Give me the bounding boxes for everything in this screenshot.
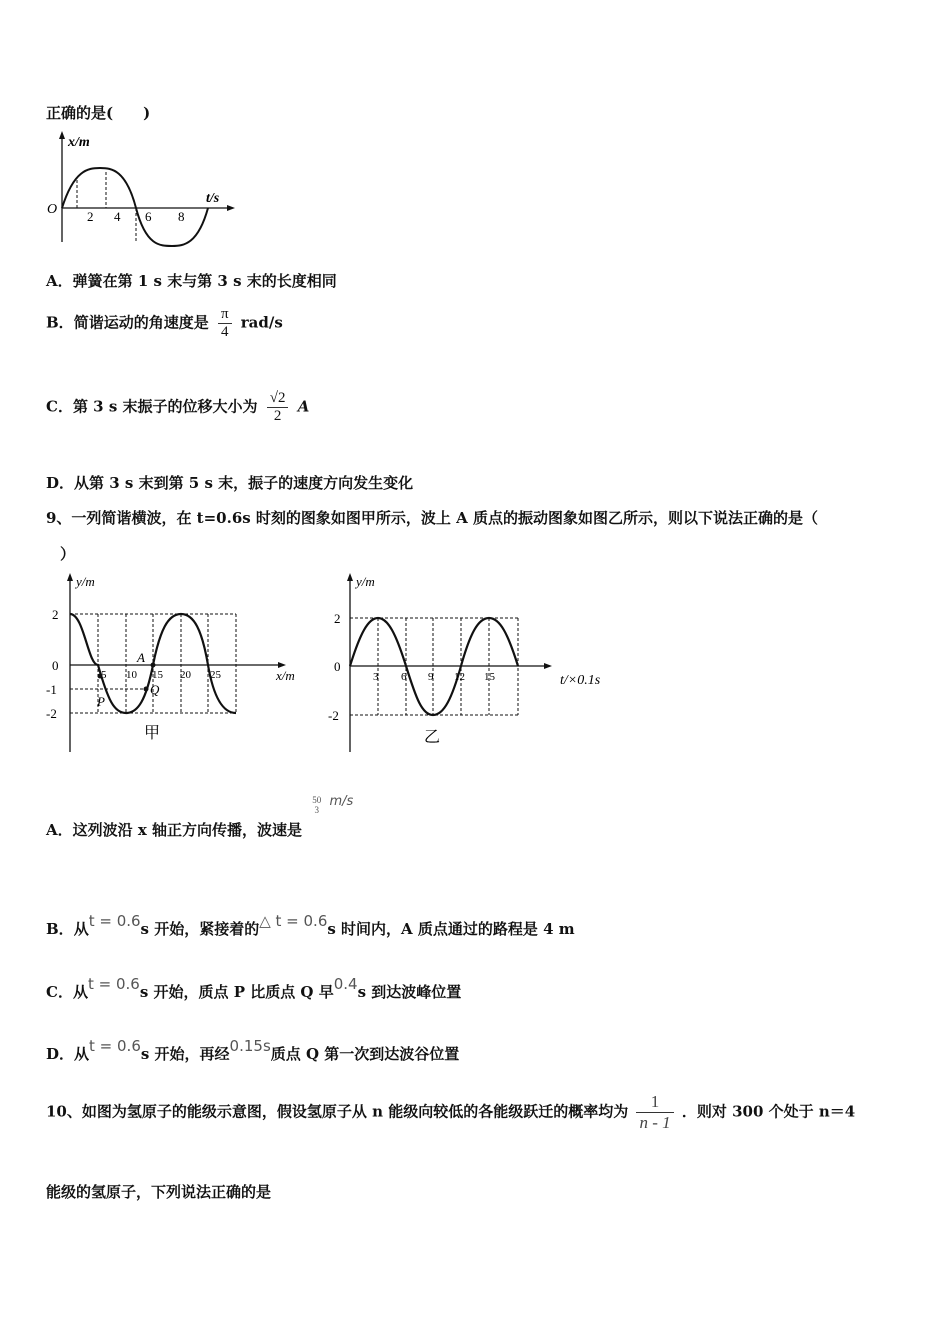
option-unit: rad/s <box>240 313 283 332</box>
q8-x-label: t/s <box>206 191 220 206</box>
option-text: 这列波沿 x 轴正方向传播，波速是 <box>72 821 303 839</box>
yi-y-tick: -2 <box>328 708 339 723</box>
yi-x-tick: 15 <box>484 671 495 683</box>
q9-option-d[interactable] <box>46 1037 460 1064</box>
option-text: 简谐运动的角速度是 <box>73 313 209 332</box>
jia-y-tick: 0 <box>52 658 59 673</box>
q10-stem-line2: 能级的氢原子，下列说法正确的是 <box>46 1183 272 1201</box>
q9-wave-graph-jia <box>40 572 310 752</box>
fraction-denominator: n - 1 <box>639 1113 671 1132</box>
option-text: s 开始，质点 P 比质点 Q 早 <box>139 983 334 1001</box>
q8-option-d[interactable] <box>46 472 413 493</box>
yi-x-tick: 3 <box>373 671 379 683</box>
fraction-numerator: 50 <box>312 795 322 805</box>
option-text: s 开始，再经 <box>140 1045 230 1063</box>
q8-tick: 4 <box>114 209 121 224</box>
fraction-numerator: 1 <box>636 1092 673 1113</box>
fraction-denominator: 3 <box>314 805 320 815</box>
option-label: A． <box>46 272 73 290</box>
option-label: A． <box>46 821 73 839</box>
option-label: C． <box>46 397 73 416</box>
option-text: 质点 Q 第一次到达波谷位置 <box>270 1045 460 1063</box>
jia-x-tick: 15 <box>152 669 163 681</box>
q8-y-label: x/m <box>68 135 90 150</box>
jia-x-label: x/m <box>276 668 295 683</box>
jia-point-p: P <box>97 694 105 709</box>
jia-x-tick: 25 <box>210 669 221 681</box>
q8-stem-tail: 正确的是( ) <box>46 104 151 122</box>
q8-tick: 2 <box>87 209 94 224</box>
jia-x-tick: 20 <box>180 669 191 681</box>
jia-point-a: A <box>137 650 145 665</box>
fraction-denominator: 4 <box>220 324 229 340</box>
option-text: 弹簧在第 1 s 末与第 3 s 末的长度相同 <box>72 272 337 290</box>
option-text: s 时间内，A 质点通过的路程是 4 m <box>327 920 575 938</box>
option-text: 从 <box>73 920 89 938</box>
jia-point-q: Q <box>150 682 160 697</box>
option-label: D． <box>46 474 75 492</box>
option-text: 从第 3 s 末到第 5 s 末，振子的速度方向发生变化 <box>74 474 414 492</box>
fraction-denominator: 2 <box>273 408 282 424</box>
option-text: 第 3 s 末振子的位移大小为 <box>72 397 258 416</box>
time-formula: t = 0.6 <box>87 975 140 993</box>
q10-stem-line1 <box>46 1092 855 1133</box>
option-text: s 开始，紧接着的 <box>140 920 260 938</box>
fraction <box>218 306 232 341</box>
q8-tick: 6 <box>145 209 152 224</box>
q8-tick: 8 <box>178 209 185 224</box>
interval-formula: 0.4 <box>333 975 358 993</box>
time-formula: t = 0.6 <box>88 912 141 930</box>
yi-x-tick: 12 <box>454 671 465 683</box>
time-formula: t = 0.6 <box>89 1037 141 1055</box>
yi-y-tick: 2 <box>334 611 341 626</box>
yi-caption: 乙 <box>424 729 441 746</box>
q8-origin: O <box>47 202 58 217</box>
yi-x-tick: 9 <box>428 671 434 683</box>
option-label: C． <box>46 983 73 1001</box>
jia-y-tick: -2 <box>46 706 57 721</box>
option-label: B． <box>46 313 74 332</box>
jia-x-tick: 10 <box>126 669 137 681</box>
option-label: B． <box>46 920 74 938</box>
q8-option-a[interactable] <box>46 270 337 291</box>
yi-y-label: y/m <box>356 574 375 589</box>
q8-xt-graph <box>40 128 240 248</box>
option-text: s 到达波峰位置 <box>357 983 462 1001</box>
option-text: 从 <box>74 1045 90 1063</box>
yi-x-label: t/×0.1s <box>560 673 601 688</box>
yi-x-tick: 6 <box>401 671 407 683</box>
q9-stem-line1: 9、一列简谐横波，在 t=0.6s 时刻的图象如图甲所示，波上 A 质点的振动图象如图乙所示，则以下说法正确的是（ <box>46 509 819 527</box>
q8-option-c[interactable] <box>46 390 309 425</box>
q8-option-b[interactable] <box>46 306 283 341</box>
option-text: 从 <box>72 983 88 1001</box>
interval-formula: △ t = 0.6 <box>259 912 328 930</box>
q9-stem-line2: ） <box>60 545 76 563</box>
jia-y-label: y/m <box>76 574 95 589</box>
fraction <box>636 1092 673 1133</box>
yi-y-tick: 0 <box>334 659 341 674</box>
fraction-numerator: √2 <box>267 390 289 408</box>
jia-y-tick: -1 <box>46 682 57 697</box>
q10-text: 10、如图为氢原子的能级示意图，假设氢原子从 n 能级向较低的各能级跃迁的概率均为 <box>46 1102 629 1121</box>
interval-formula: 0.15s <box>229 1037 271 1055</box>
option-label: D． <box>46 1045 75 1063</box>
option-symbol: A <box>297 397 310 416</box>
fraction-numerator: π <box>218 306 232 324</box>
fraction <box>267 390 289 425</box>
q9-option-b[interactable] <box>46 912 575 939</box>
q9-option-c[interactable] <box>46 975 462 1002</box>
jia-y-tick: 2 <box>52 607 59 622</box>
q9-vibration-graph-yi <box>320 572 620 752</box>
jia-x-tick: 5 <box>101 669 107 681</box>
fraction <box>309 795 324 815</box>
q9-option-a[interactable] <box>46 793 354 839</box>
jia-caption: 甲 <box>144 725 161 742</box>
q10-text: ．则对 300 个处于 n＝4 <box>681 1102 856 1121</box>
velocity-unit: m/s <box>329 794 354 809</box>
